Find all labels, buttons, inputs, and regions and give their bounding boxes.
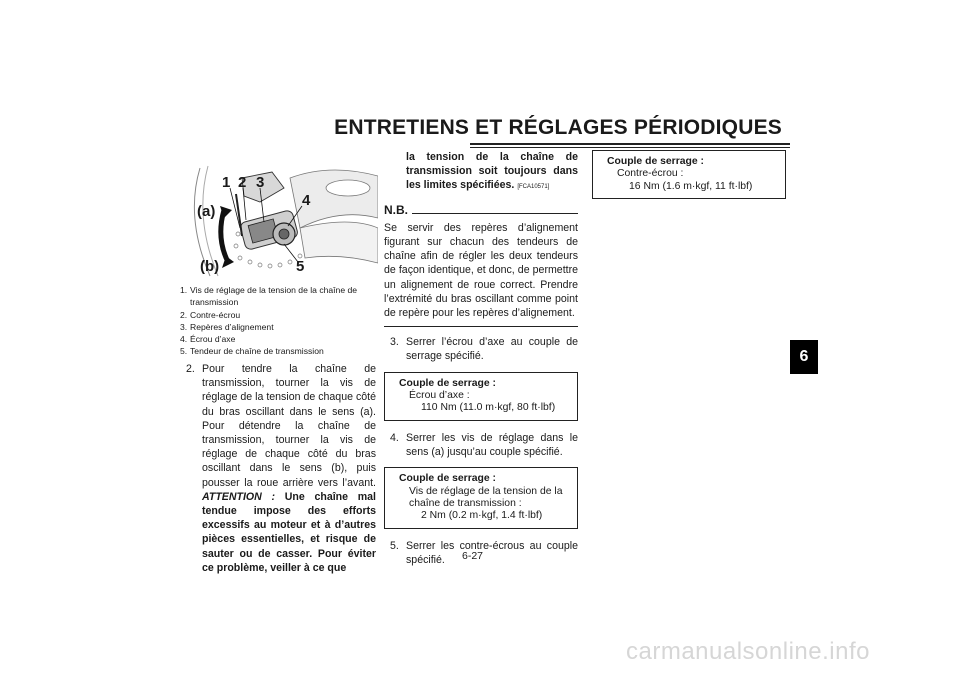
step-5: 5. Serrer les contre-écrous au couple spécifié. [390, 539, 578, 567]
column-right [592, 150, 786, 199]
header-rule [470, 143, 790, 145]
note-text: Se servir des repères d’alignement figurant sur chacun des tendeurs de chaîne afin de régler les deux tendeurs de façon identique, et donc, de permettre un alignement de roue correct. Prendre l’extrémité du bras oscillant comme point de repère pour les repères d’alignement. [384, 221, 578, 320]
caption-item: 4. Écrou d’axe [180, 334, 236, 345]
column-middle [384, 150, 578, 567]
step-4: 4. Serrer les vis de réglage dans le sens (a) jusqu’au couple spécifié. [390, 431, 578, 459]
chain-adjuster-illustration [180, 158, 378, 278]
column-left [180, 362, 376, 575]
caption-item: 3. Repères d’alignement [180, 321, 274, 332]
attention-label: ATTENTION : [202, 490, 276, 503]
callout-1: 1 [222, 174, 231, 191]
torque-box-adjusting-bolt: Couple de serrage : Vis de réglage de la tension de la chaîne de transmission : 2 Nm (0.2 m·kgf, 1.4 ft·lbf) [384, 467, 578, 529]
watermark: carmanualsonline.info [626, 638, 870, 665]
callout-5: 5 [296, 258, 305, 275]
direction-a-label: (a) [197, 203, 216, 220]
note-label: N.B. [384, 202, 408, 217]
page-number: 6-27 [462, 550, 484, 562]
reference-code: [FCA10571] [517, 184, 550, 191]
step-2: 2. Pour tendre la chaîne de transmission, tourner la vis de réglage de la tension de chaque côté du bras oscillant dans le sens (a). Pour détendre la chaîne de transmission, tourner la vis de réglage de chaque côté du bras oscillant dans le sens (b), puis pousser la roue arrière vers l’avant. ATTENTION : Une chaîne mal tendue impose des efforts excessifs au moteur et à d’autres pièces essentielles, et risque de sauter ou de casser. Pour éviter ce problème, veiller à ce que [186, 363, 376, 574]
torque-box-locknut: Couple de serrage : Contre-écrou : 16 Nm (1.6 m·kgf, 11 ft·lbf) [592, 150, 786, 199]
attention-warning: Une chaîne mal tendue impose des efforts excessifs au moteur et à d’autres pièces essentielles, et risque de sauter ou de casser. Pour éviter ce problème, veiller à ce que [202, 490, 376, 574]
warning-continued: la tension de la chaîne de transmission soit toujours dans les limites spécifiées. [FCA10571] [406, 151, 578, 192]
page-header [334, 112, 790, 152]
caption-item: 1. Vis de réglage de la tension de la chaîne de transmission [180, 285, 358, 308]
torque-box-axle-nut: Couple de serrage : Écrou d’axe : 110 Nm (11.0 m·kgf, 80 ft·lbf) [384, 372, 578, 421]
page-title: ENTRETIENS ET RÉGLAGES PÉRIODIQUES [334, 116, 782, 139]
header-rule-thin [470, 147, 790, 148]
step-3: 3. Serrer l’écrou d’axe au couple de serrage spécifié. [390, 336, 578, 363]
callout-4: 4 [302, 192, 311, 209]
figure-captions [180, 284, 380, 358]
chapter-tab: 6 [790, 340, 818, 374]
note-block [384, 203, 578, 328]
direction-b-label: (b) [200, 258, 220, 275]
caption-item: 2. Contre-écrou [180, 309, 241, 320]
callout-3: 3 [256, 174, 265, 191]
callout-2: 2 [238, 174, 247, 191]
caption-item: 5. Tendeur de chaîne de transmission [180, 346, 324, 357]
